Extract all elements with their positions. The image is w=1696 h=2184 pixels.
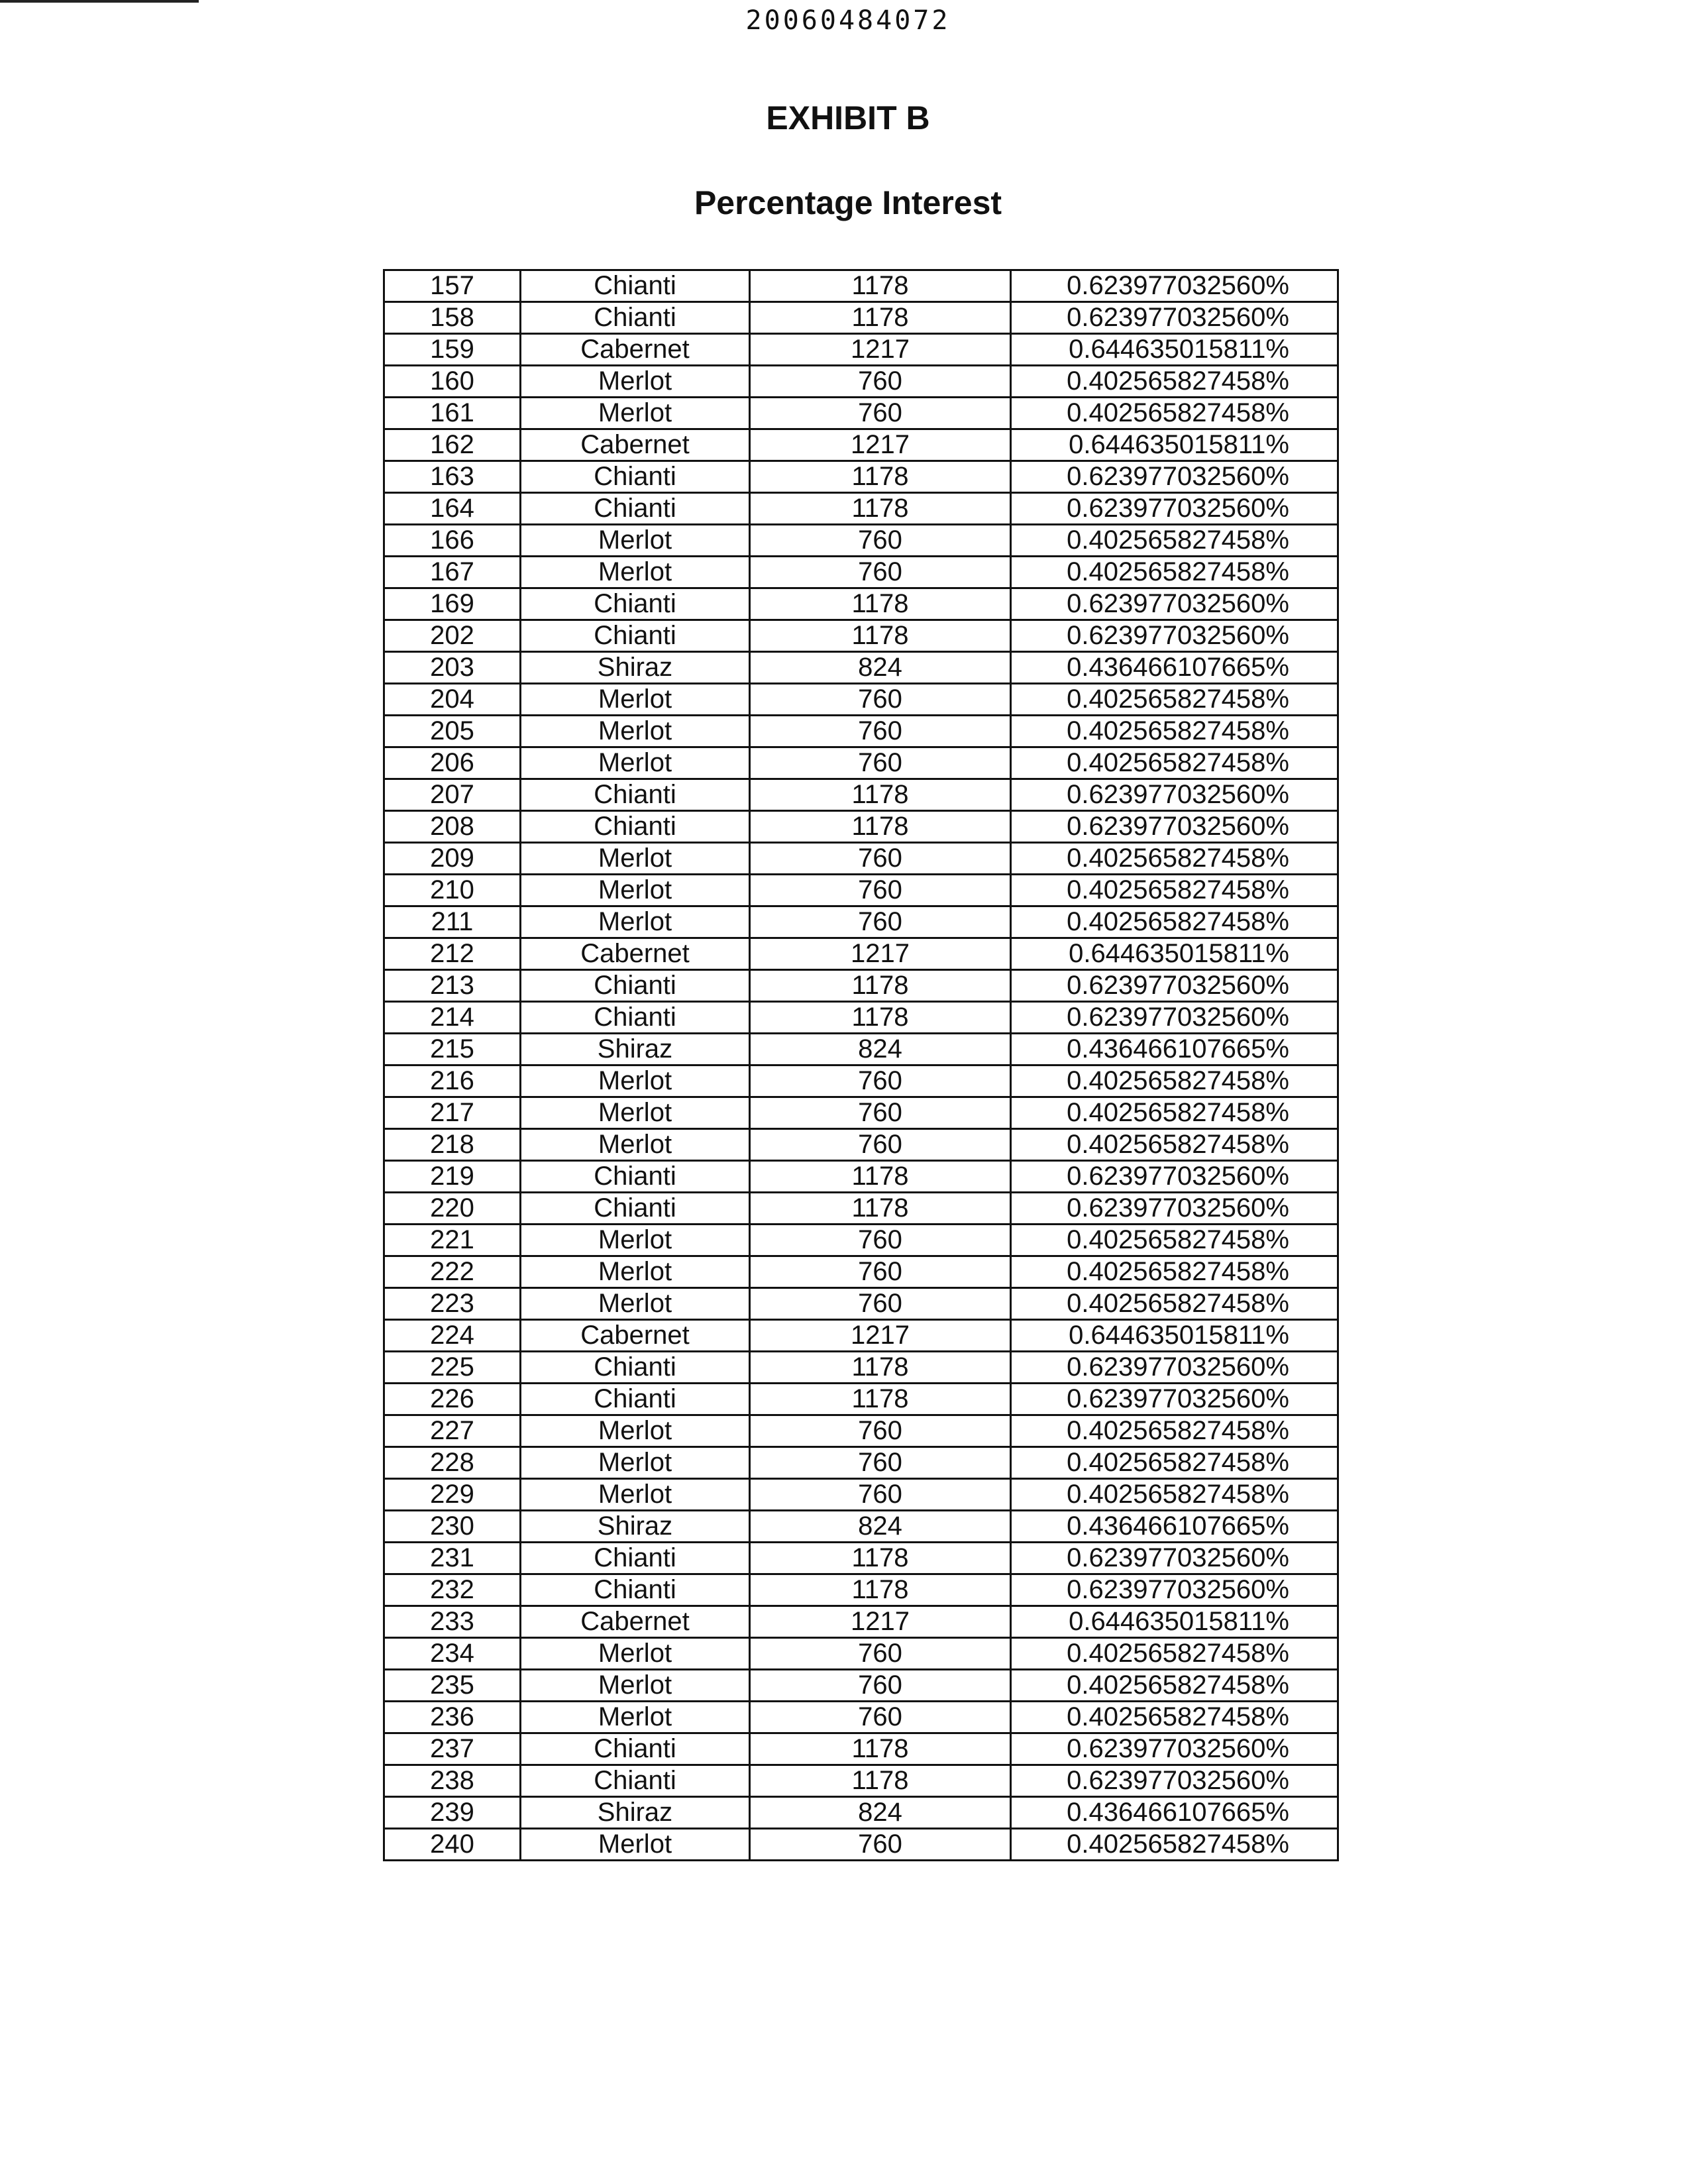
scan-edge-mark (0, 0, 199, 3)
square-feet-cell: 1178 (750, 1193, 1011, 1225)
unit-type-cell: Shiraz (521, 1797, 750, 1829)
table-row (384, 1320, 1338, 1352)
unit-number-cell: 161 (384, 398, 521, 429)
unit-type-cell: Chianti (521, 811, 750, 843)
unit-number-cell: 205 (384, 716, 521, 747)
unit-number-cell: 223 (384, 1288, 521, 1320)
unit-number-cell: 214 (384, 1002, 521, 1034)
percentage-cell: 0.623977032560% (1011, 1765, 1338, 1797)
percentage-cell: 0.402565827458% (1011, 716, 1338, 747)
percentage-cell: 0.623977032560% (1011, 1193, 1338, 1225)
table-row (384, 557, 1338, 588)
square-feet-cell: 760 (750, 1479, 1011, 1511)
unit-type-cell: Merlot (521, 1670, 750, 1702)
data-table (383, 269, 1339, 1861)
table-row (384, 1097, 1338, 1129)
unit-number-cell: 221 (384, 1225, 521, 1256)
square-feet-cell: 760 (750, 366, 1011, 398)
unit-number-cell: 216 (384, 1065, 521, 1097)
unit-number-cell: 158 (384, 302, 521, 334)
table-row (384, 588, 1338, 620)
percentage-cell: 0.644635015811% (1011, 1606, 1338, 1638)
unit-type-cell: Merlot (521, 843, 750, 875)
unit-type-cell: Merlot (521, 1256, 750, 1288)
unit-type-cell: Chianti (521, 493, 750, 525)
unit-type-cell: Merlot (521, 557, 750, 588)
unit-number-cell: 207 (384, 779, 521, 811)
table-row (384, 1574, 1338, 1606)
unit-number-cell: 239 (384, 1797, 521, 1829)
square-feet-cell: 1178 (750, 270, 1011, 302)
percentage-cell: 0.402565827458% (1011, 1225, 1338, 1256)
percentage-cell: 0.402565827458% (1011, 1415, 1338, 1447)
unit-number-cell: 235 (384, 1670, 521, 1702)
unit-type-cell: Merlot (521, 525, 750, 557)
square-feet-cell: 1217 (750, 1606, 1011, 1638)
unit-type-cell: Chianti (521, 1733, 750, 1765)
unit-type-cell: Chianti (521, 1543, 750, 1574)
unit-number-cell: 208 (384, 811, 521, 843)
unit-number-cell: 159 (384, 334, 521, 366)
table-row (384, 1543, 1338, 1574)
square-feet-cell: 1178 (750, 620, 1011, 652)
square-feet-cell: 760 (750, 1129, 1011, 1161)
percentage-cell: 0.623977032560% (1011, 588, 1338, 620)
percentage-cell: 0.402565827458% (1011, 1288, 1338, 1320)
unit-type-cell: Merlot (521, 1638, 750, 1670)
percentage-cell: 0.402565827458% (1011, 1065, 1338, 1097)
square-feet-cell: 760 (750, 1670, 1011, 1702)
unit-number-cell: 219 (384, 1161, 521, 1193)
unit-type-cell: Chianti (521, 1352, 750, 1384)
table-row (384, 970, 1338, 1002)
table-row (384, 270, 1338, 302)
table-row (384, 1352, 1338, 1384)
percentage-cell: 0.402565827458% (1011, 1638, 1338, 1670)
percentage-cell: 0.402565827458% (1011, 557, 1338, 588)
square-feet-cell: 824 (750, 1511, 1011, 1543)
percentage-cell: 0.623977032560% (1011, 1352, 1338, 1384)
unit-type-cell: Cabernet (521, 1320, 750, 1352)
table-row (384, 938, 1338, 970)
square-feet-cell: 1178 (750, 1765, 1011, 1797)
table-row (384, 366, 1338, 398)
page-subtitle: Percentage Interest (694, 184, 1002, 221)
table-row (384, 1384, 1338, 1415)
percentage-cell: 0.623977032560% (1011, 1384, 1338, 1415)
unit-type-cell: Merlot (521, 1065, 750, 1097)
square-feet-cell: 824 (750, 1797, 1011, 1829)
unit-type-cell: Cabernet (521, 938, 750, 970)
table-row (384, 429, 1338, 461)
percentage-cell: 0.402565827458% (1011, 843, 1338, 875)
table-row (384, 1702, 1338, 1733)
unit-number-cell: 227 (384, 1415, 521, 1447)
percentage-cell: 0.436466107665% (1011, 652, 1338, 684)
unit-type-cell: Merlot (521, 1129, 750, 1161)
unit-type-cell: Merlot (521, 1447, 750, 1479)
square-feet-cell: 1217 (750, 938, 1011, 970)
square-feet-cell: 760 (750, 1225, 1011, 1256)
percentage-cell: 0.623977032560% (1011, 970, 1338, 1002)
table-row (384, 1670, 1338, 1702)
square-feet-cell: 1178 (750, 779, 1011, 811)
square-feet-cell: 760 (750, 1702, 1011, 1733)
square-feet-cell: 1217 (750, 1320, 1011, 1352)
unit-number-cell: 213 (384, 970, 521, 1002)
table-row (384, 1288, 1338, 1320)
percentage-cell: 0.623977032560% (1011, 1574, 1338, 1606)
unit-number-cell: 215 (384, 1034, 521, 1065)
unit-type-cell: Merlot (521, 747, 750, 779)
percentage-cell: 0.644635015811% (1011, 429, 1338, 461)
square-feet-cell: 1178 (750, 1733, 1011, 1765)
unit-number-cell: 228 (384, 1447, 521, 1479)
percentage-cell: 0.623977032560% (1011, 779, 1338, 811)
unit-number-cell: 210 (384, 875, 521, 906)
table-row (384, 1256, 1338, 1288)
table-row (384, 652, 1338, 684)
square-feet-cell: 1217 (750, 334, 1011, 366)
unit-number-cell: 218 (384, 1129, 521, 1161)
document-number: 20060484072 (745, 5, 951, 36)
unit-type-cell: Chianti (521, 1574, 750, 1606)
unit-type-cell: Merlot (521, 398, 750, 429)
square-feet-cell: 760 (750, 684, 1011, 716)
unit-type-cell: Chianti (521, 1002, 750, 1034)
unit-number-cell: 211 (384, 906, 521, 938)
square-feet-cell: 760 (750, 1638, 1011, 1670)
table-row (384, 843, 1338, 875)
percentage-cell: 0.623977032560% (1011, 1002, 1338, 1034)
percentage-cell: 0.623977032560% (1011, 811, 1338, 843)
square-feet-cell: 824 (750, 1034, 1011, 1065)
unit-number-cell: 222 (384, 1256, 521, 1288)
unit-type-cell: Shiraz (521, 652, 750, 684)
square-feet-cell: 760 (750, 716, 1011, 747)
unit-number-cell: 209 (384, 843, 521, 875)
unit-number-cell: 231 (384, 1543, 521, 1574)
square-feet-cell: 1178 (750, 1161, 1011, 1193)
percentage-cell: 0.623977032560% (1011, 1543, 1338, 1574)
percentage-cell: 0.644635015811% (1011, 1320, 1338, 1352)
table-row (384, 461, 1338, 493)
unit-type-cell: Merlot (521, 716, 750, 747)
percentage-cell: 0.623977032560% (1011, 461, 1338, 493)
unit-type-cell: Chianti (521, 588, 750, 620)
unit-number-cell: 160 (384, 366, 521, 398)
unit-number-cell: 234 (384, 1638, 521, 1670)
percentage-cell: 0.402565827458% (1011, 906, 1338, 938)
table-row (384, 493, 1338, 525)
square-feet-cell: 760 (750, 843, 1011, 875)
unit-number-cell: 163 (384, 461, 521, 493)
square-feet-cell: 760 (750, 1288, 1011, 1320)
unit-number-cell: 226 (384, 1384, 521, 1415)
unit-type-cell: Merlot (521, 1225, 750, 1256)
table-row (384, 1034, 1338, 1065)
percentage-cell: 0.402565827458% (1011, 398, 1338, 429)
table-row (384, 1415, 1338, 1447)
percentage-cell: 0.402565827458% (1011, 525, 1338, 557)
unit-type-cell: Chianti (521, 302, 750, 334)
square-feet-cell: 1178 (750, 588, 1011, 620)
table-row (384, 1479, 1338, 1511)
table-row (384, 620, 1338, 652)
table-row (384, 1733, 1338, 1765)
square-feet-cell: 1178 (750, 302, 1011, 334)
unit-type-cell: Chianti (521, 461, 750, 493)
unit-number-cell: 232 (384, 1574, 521, 1606)
square-feet-cell: 1178 (750, 461, 1011, 493)
table-row (384, 334, 1338, 366)
table-row (384, 716, 1338, 747)
unit-type-cell: Merlot (521, 366, 750, 398)
percentage-cell: 0.402565827458% (1011, 1829, 1338, 1861)
table-row (384, 1606, 1338, 1638)
unit-number-cell: 240 (384, 1829, 521, 1861)
percentage-cell: 0.402565827458% (1011, 1479, 1338, 1511)
table-row (384, 811, 1338, 843)
unit-number-cell: 230 (384, 1511, 521, 1543)
unit-type-cell: Chianti (521, 270, 750, 302)
percentage-cell: 0.436466107665% (1011, 1511, 1338, 1543)
square-feet-cell: 760 (750, 1447, 1011, 1479)
unit-type-cell: Shiraz (521, 1511, 750, 1543)
square-feet-cell: 760 (750, 1829, 1011, 1861)
square-feet-cell: 1178 (750, 970, 1011, 1002)
unit-number-cell: 204 (384, 684, 521, 716)
unit-type-cell: Merlot (521, 906, 750, 938)
table-row (384, 1065, 1338, 1097)
unit-number-cell: 233 (384, 1606, 521, 1638)
percentage-cell: 0.623977032560% (1011, 270, 1338, 302)
table-row (384, 1225, 1338, 1256)
unit-type-cell: Merlot (521, 684, 750, 716)
unit-type-cell: Chianti (521, 1193, 750, 1225)
unit-type-cell: Cabernet (521, 429, 750, 461)
table-row (384, 906, 1338, 938)
table-row (384, 1765, 1338, 1797)
unit-number-cell: 217 (384, 1097, 521, 1129)
unit-number-cell: 220 (384, 1193, 521, 1225)
percentage-cell: 0.402565827458% (1011, 1129, 1338, 1161)
square-feet-cell: 760 (750, 1065, 1011, 1097)
percentage-cell: 0.402565827458% (1011, 875, 1338, 906)
unit-number-cell: 238 (384, 1765, 521, 1797)
percentage-cell: 0.402565827458% (1011, 747, 1338, 779)
square-feet-cell: 1178 (750, 811, 1011, 843)
unit-number-cell: 166 (384, 525, 521, 557)
unit-number-cell: 212 (384, 938, 521, 970)
square-feet-cell: 760 (750, 525, 1011, 557)
table-row (384, 302, 1338, 334)
unit-type-cell: Merlot (521, 1288, 750, 1320)
unit-type-cell: Merlot (521, 1702, 750, 1733)
percentage-cell: 0.402565827458% (1011, 1256, 1338, 1288)
unit-type-cell: Chianti (521, 779, 750, 811)
table-row (384, 779, 1338, 811)
percentage-cell: 0.644635015811% (1011, 334, 1338, 366)
unit-number-cell: 162 (384, 429, 521, 461)
percentage-interest-table (383, 269, 1337, 1861)
percentage-cell: 0.402565827458% (1011, 1447, 1338, 1479)
unit-type-cell: Merlot (521, 1097, 750, 1129)
table-row (384, 1829, 1338, 1861)
square-feet-cell: 1178 (750, 1384, 1011, 1415)
unit-number-cell: 224 (384, 1320, 521, 1352)
table-row (384, 875, 1338, 906)
unit-number-cell: 202 (384, 620, 521, 652)
table-row (384, 398, 1338, 429)
percentage-cell: 0.402565827458% (1011, 366, 1338, 398)
square-feet-cell: 760 (750, 398, 1011, 429)
table-row (384, 1797, 1338, 1829)
percentage-cell: 0.402565827458% (1011, 1097, 1338, 1129)
unit-type-cell: Merlot (521, 875, 750, 906)
square-feet-cell: 1178 (750, 1002, 1011, 1034)
unit-type-cell: Chianti (521, 1161, 750, 1193)
percentage-cell: 0.436466107665% (1011, 1034, 1338, 1065)
percentage-cell: 0.402565827458% (1011, 684, 1338, 716)
table-row (384, 525, 1338, 557)
square-feet-cell: 1217 (750, 429, 1011, 461)
unit-type-cell: Merlot (521, 1829, 750, 1861)
square-feet-cell: 1178 (750, 1352, 1011, 1384)
percentage-cell: 0.402565827458% (1011, 1702, 1338, 1733)
unit-type-cell: Merlot (521, 1415, 750, 1447)
unit-type-cell: Shiraz (521, 1034, 750, 1065)
percentage-cell: 0.623977032560% (1011, 493, 1338, 525)
unit-number-cell: 167 (384, 557, 521, 588)
unit-number-cell: 169 (384, 588, 521, 620)
percentage-cell: 0.623977032560% (1011, 1733, 1338, 1765)
table-row (384, 1129, 1338, 1161)
percentage-cell: 0.623977032560% (1011, 302, 1338, 334)
square-feet-cell: 760 (750, 1097, 1011, 1129)
percentage-cell: 0.402565827458% (1011, 1670, 1338, 1702)
square-feet-cell: 760 (750, 1256, 1011, 1288)
square-feet-cell: 760 (750, 747, 1011, 779)
unit-type-cell: Chianti (521, 1384, 750, 1415)
table-row (384, 1193, 1338, 1225)
unit-type-cell: Chianti (521, 1765, 750, 1797)
percentage-cell: 0.644635015811% (1011, 938, 1338, 970)
unit-number-cell: 229 (384, 1479, 521, 1511)
percentage-cell: 0.436466107665% (1011, 1797, 1338, 1829)
table-row (384, 1161, 1338, 1193)
unit-type-cell: Cabernet (521, 334, 750, 366)
table-row (384, 1447, 1338, 1479)
square-feet-cell: 760 (750, 906, 1011, 938)
unit-number-cell: 236 (384, 1702, 521, 1733)
square-feet-cell: 760 (750, 1415, 1011, 1447)
table-row (384, 684, 1338, 716)
unit-number-cell: 157 (384, 270, 521, 302)
square-feet-cell: 824 (750, 652, 1011, 684)
table-body (384, 270, 1338, 1861)
unit-type-cell: Chianti (521, 620, 750, 652)
percentage-cell: 0.623977032560% (1011, 620, 1338, 652)
percentage-cell: 0.623977032560% (1011, 1161, 1338, 1193)
unit-number-cell: 203 (384, 652, 521, 684)
unit-type-cell: Merlot (521, 1479, 750, 1511)
square-feet-cell: 760 (750, 875, 1011, 906)
table-row (384, 1511, 1338, 1543)
square-feet-cell: 1178 (750, 1543, 1011, 1574)
unit-type-cell: Chianti (521, 970, 750, 1002)
square-feet-cell: 1178 (750, 1574, 1011, 1606)
square-feet-cell: 760 (750, 557, 1011, 588)
unit-number-cell: 225 (384, 1352, 521, 1384)
table-row (384, 1002, 1338, 1034)
unit-number-cell: 206 (384, 747, 521, 779)
unit-number-cell: 237 (384, 1733, 521, 1765)
unit-number-cell: 164 (384, 493, 521, 525)
table-row (384, 1638, 1338, 1670)
unit-type-cell: Cabernet (521, 1606, 750, 1638)
square-feet-cell: 1178 (750, 493, 1011, 525)
table-row (384, 747, 1338, 779)
exhibit-title: EXHIBIT B (766, 99, 930, 136)
